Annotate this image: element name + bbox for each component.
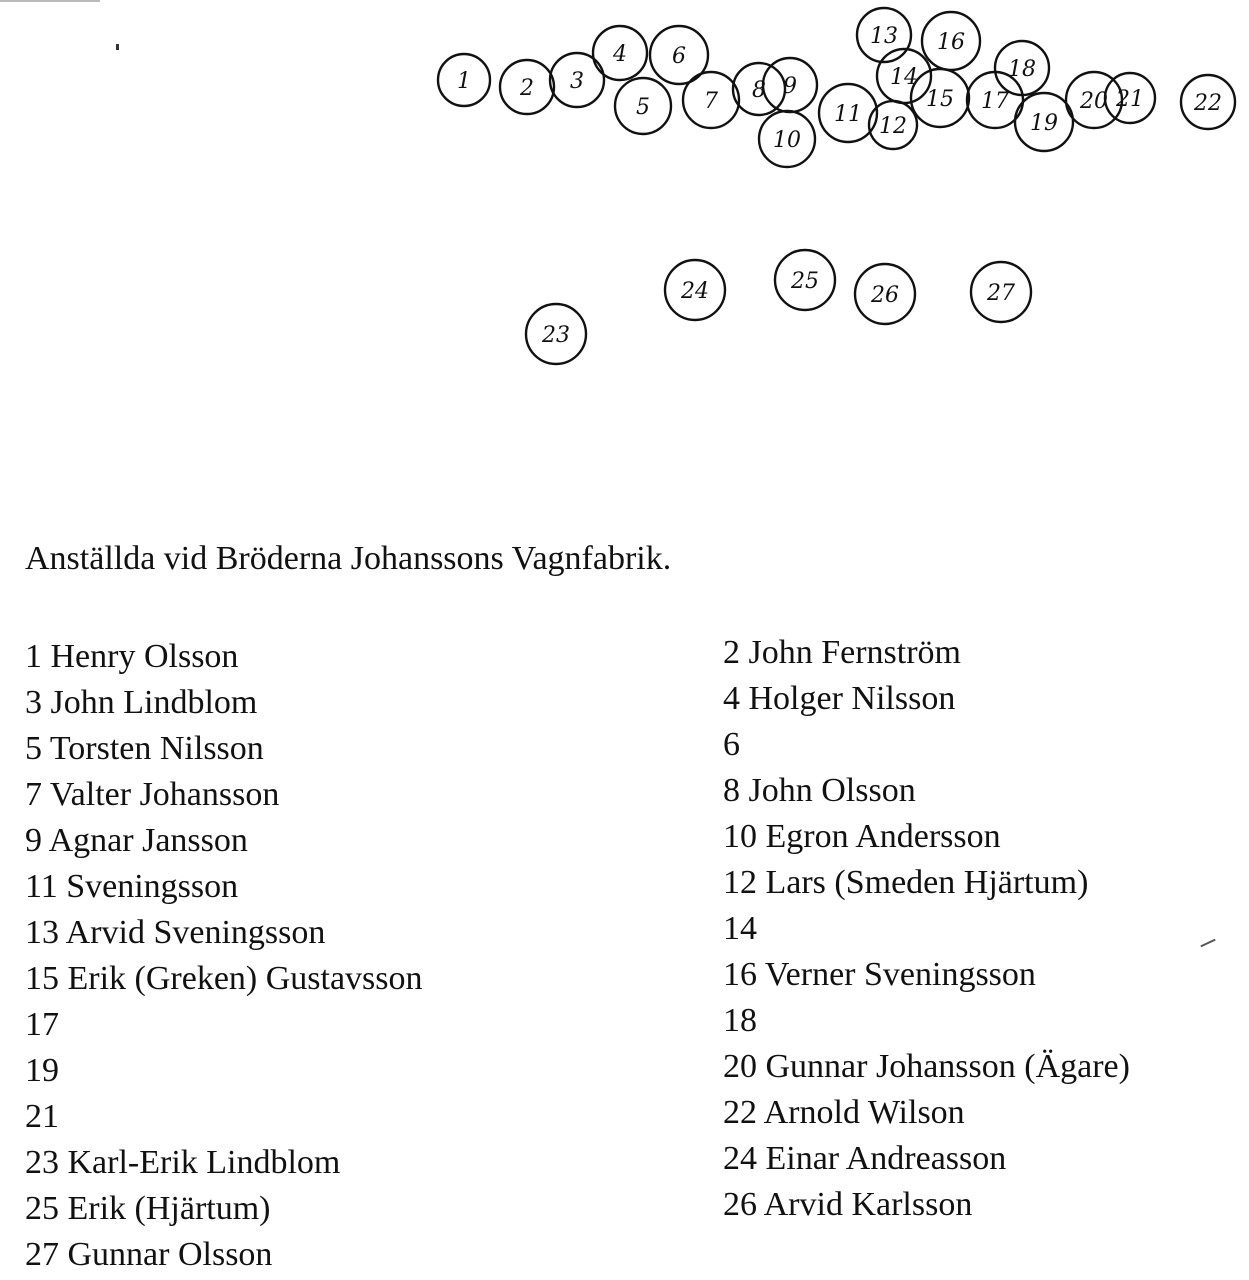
circle-number-label: 18 (1008, 57, 1036, 82)
numbered-circle (1181, 75, 1235, 129)
employee-entry: 4 Holger Nilsson (723, 680, 956, 717)
circle-number-label: 2 (520, 76, 534, 101)
circle-number-label: 17 (981, 89, 1009, 114)
circle-number-label: 20 (1080, 89, 1108, 114)
employee-entry: 7 Valter Johansson (25, 776, 280, 813)
numbered-circle (763, 58, 817, 112)
stray-pen-mark (1200, 939, 1215, 948)
numbered-circle (855, 264, 915, 324)
circle-number-label: 22 (1194, 91, 1222, 116)
employee-entry: 15 Erik (Greken) Gustavsson (25, 960, 423, 997)
employee-entry: 1 Henry Olsson (25, 638, 239, 675)
document-title: Anställda vid Bröderna Johanssons Vagnfabrik. (25, 540, 672, 577)
circle-number-label: 9 (783, 74, 797, 99)
circle-number-label: 8 (752, 78, 766, 103)
employee-entry: 26 Arvid Karlsson (723, 1186, 973, 1223)
numbered-circle (438, 54, 490, 106)
circle-number-label: 5 (636, 95, 650, 120)
numbered-circle (775, 250, 835, 310)
circle-number-label: 16 (937, 30, 965, 55)
numbered-circle (593, 26, 647, 80)
employee-list-right (723, 630, 1130, 1228)
circle-number-label: 11 (834, 102, 862, 127)
circle-number-label: 26 (871, 283, 899, 308)
employee-list-left (25, 634, 423, 1278)
employee-entry: 24 Einar Andreasson (723, 1140, 1007, 1177)
employee-entry: 17 (25, 1006, 59, 1043)
employee-entry: 14 (723, 910, 757, 947)
circle-number-label: 10 (773, 128, 801, 153)
numbered-circle (733, 63, 785, 115)
numbered-circle (995, 41, 1049, 95)
employee-entry: 18 (723, 1002, 757, 1039)
employee-entry: 11 Sveningsson (25, 868, 239, 905)
numbered-circle (857, 8, 911, 62)
numbered-circle (500, 60, 554, 114)
circle-number-label: 27 (987, 281, 1015, 306)
employee-entry: 16 Verner Sveningsson (723, 956, 1036, 993)
numbered-circle (526, 304, 586, 364)
employee-entry: 10 Egron Andersson (723, 818, 1001, 855)
circle-number-label: 6 (672, 44, 686, 69)
numbered-circle (759, 111, 815, 167)
numbered-circle (869, 101, 917, 149)
numbered-circle (1105, 73, 1155, 123)
numbered-circles-sketch (0, 0, 1249, 420)
employee-entry: 2 John Fernström (723, 634, 961, 671)
numbered-circle (683, 72, 739, 128)
employee-entry: 13 Arvid Sveningsson (25, 914, 326, 951)
circle-number-label: 25 (791, 269, 819, 294)
circle-number-label: 4 (613, 42, 627, 67)
numbered-circle (615, 78, 671, 134)
employee-entry: 27 Gunnar Olsson (25, 1236, 273, 1273)
employee-entry: 25 Erik (Hjärtum) (25, 1190, 271, 1227)
circle-number-label: 23 (542, 323, 570, 348)
numbered-circle (819, 84, 877, 142)
employee-entry: 8 John Olsson (723, 772, 916, 809)
circle-number-label: 3 (570, 69, 584, 94)
circle-number-label: 7 (704, 89, 718, 114)
circle-number-label: 15 (926, 87, 954, 112)
circle-number-label: 19 (1030, 111, 1058, 136)
numbered-circle (665, 260, 725, 320)
employee-entry: 23 Karl-Erik Lindblom (25, 1144, 341, 1181)
position-diagram (0, 0, 1249, 420)
employee-entry: 6 (723, 726, 740, 763)
employee-entry: 21 (25, 1098, 59, 1135)
circle-number-label: 12 (879, 114, 907, 139)
numbered-circle (922, 12, 980, 70)
circle-number-label: 13 (870, 24, 898, 49)
circle-number-label: 21 (1116, 87, 1144, 112)
employee-entry: 22 Arnold Wilson (723, 1094, 965, 1131)
numbered-circle (1015, 93, 1073, 151)
circle-number-label: 14 (890, 65, 918, 90)
employee-entry: 20 Gunnar Johansson (Ägare) (723, 1048, 1130, 1085)
circle-number-label: 24 (681, 279, 709, 304)
employee-entry: 12 Lars (Smeden Hjärtum) (723, 864, 1089, 901)
numbered-circle (550, 53, 604, 107)
employee-entry: 9 Agnar Jansson (25, 822, 248, 859)
employee-entry: 19 (25, 1052, 59, 1089)
circle-number-label: 1 (457, 69, 471, 94)
employee-entry: 3 John Lindblom (25, 684, 258, 721)
employee-entry: 5 Torsten Nilsson (25, 730, 264, 767)
numbered-circle (971, 262, 1031, 322)
